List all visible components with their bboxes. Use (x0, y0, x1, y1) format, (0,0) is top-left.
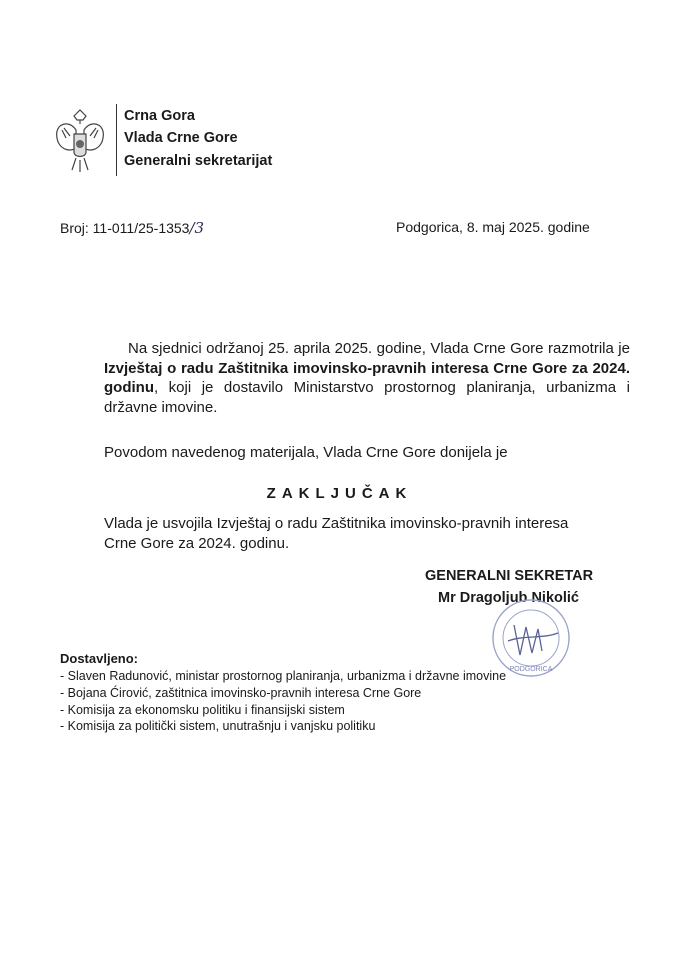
report-title: Izvještaj o radu Zaštitnika imovinsko-pravnih interesa Crne Gore za 2024. godinu (104, 359, 630, 396)
header-country: Crna Gora (124, 108, 195, 124)
paragraph-decision-intro: Povodom navedenog materijala, Vlada Crne Gore donijela je (104, 444, 508, 461)
conclusion-line-2: Crne Gore za 2024. godinu. (104, 534, 290, 552)
header-divider (116, 104, 117, 176)
list-item: - Slaven Radunović, ministar prostornog planiranja, urbanizma i državne imovine (60, 669, 507, 683)
list-item: - Komisija za politički sistem, unutrašnju i vanjsku politiku (60, 719, 376, 734)
conclusion-title: ZAKLJUČAK (266, 485, 413, 502)
paragraph-intro (104, 339, 630, 417)
document-date: Podgorica, 8. maj 2025. godine (396, 219, 590, 235)
conclusion-line-1: Vlada je usvojila Izvještaj o radu Zaštitnika imovinsko-pravnih interesa (104, 515, 569, 532)
svg-text:PODGORICA: PODGORICA (509, 666, 553, 673)
intro-text-1: Na sjednici održanoj 25. aprila 2025. godine, Vlada Crne Gore razmotrila je (128, 340, 630, 357)
intro-text-2: , koji je dostavilo Ministarstvo prostornog planiranja, urbanizma i državne imovine. (104, 379, 630, 416)
list-item: - Bojana Ćirović, zaštitnica imovinsko-pravnih interesa Crne Gore (60, 685, 422, 700)
signatory-name: Mr Dragoljub Nikolić (438, 590, 579, 606)
delivered-label: Dostavljeno: (60, 651, 139, 666)
list-item: - Komisija za ekonomsku politiku i finansijski sistem (60, 702, 345, 717)
reference-number-text: Broj: 11-011/25-1353 (60, 220, 190, 236)
reference-number (60, 219, 204, 237)
header-government: Vlada Crne Gore (124, 130, 238, 146)
header-secretariat: Generalni sekretarijat (124, 153, 273, 169)
paragraph-conclusion (104, 514, 630, 553)
coat-of-arms-icon (52, 108, 108, 176)
delivered-list (60, 668, 506, 735)
reference-handwritten-suffix: /3 (189, 219, 205, 237)
signatory-role: GENERALNI SEKRETAR (425, 568, 594, 584)
